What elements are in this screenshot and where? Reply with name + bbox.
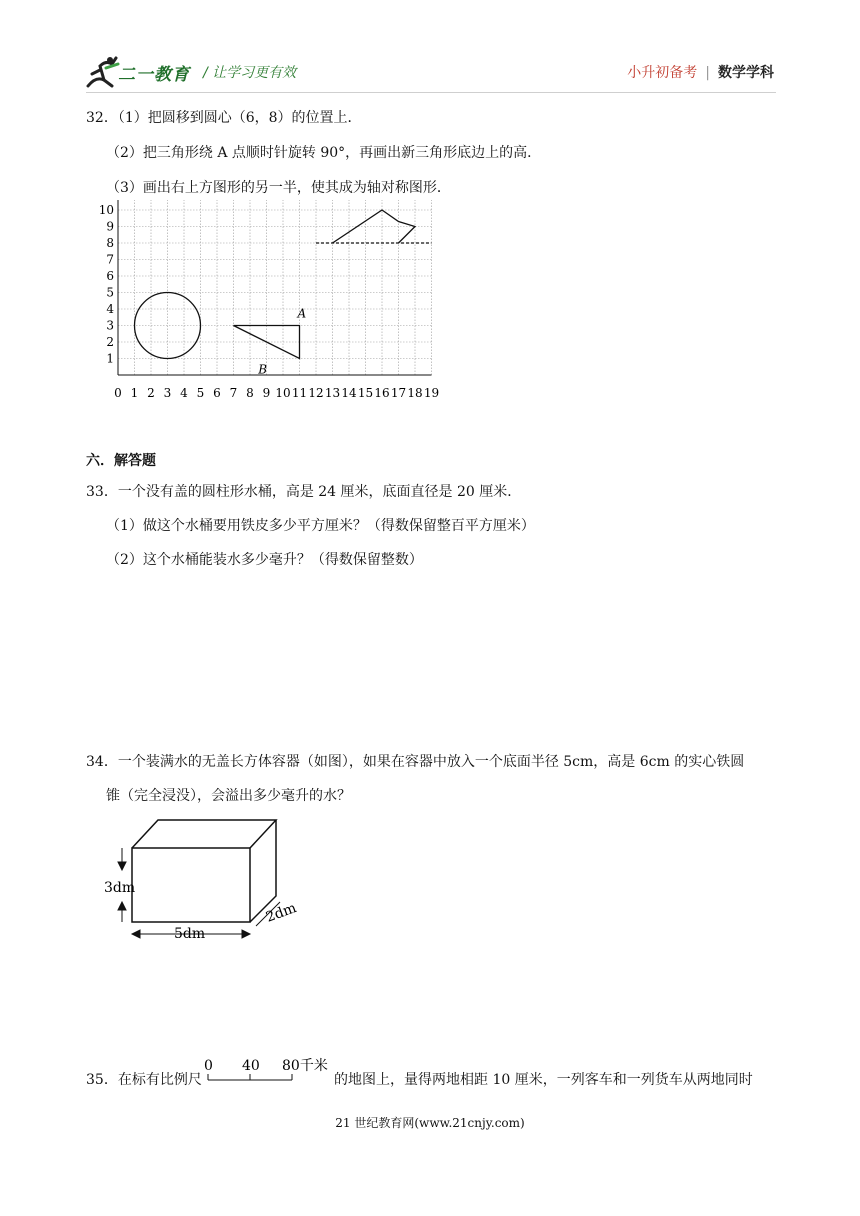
q33-line3: （2）这个水桶能装水多少毫升？（得数保留整数）	[106, 552, 423, 568]
q35-suffix: 的地图上，量得两地相距 10 厘米，一列客车和一列货车从两地同时	[334, 1072, 753, 1088]
point-label-a: A	[297, 306, 307, 321]
q32-line1: 32．（1）把圆移到圆心（6，8）的位置上．	[86, 110, 362, 126]
y-tick-label: 5	[106, 285, 114, 300]
y-tick-label: 4	[106, 302, 114, 316]
x-tick-label: 7	[229, 386, 238, 400]
coordinate-grid	[96, 200, 456, 410]
header-category: 小升初备考	[627, 65, 698, 81]
cuboid-figure	[96, 812, 316, 942]
q35-prefix: 35．在标有比例尺	[86, 1072, 202, 1088]
point-label-b: B	[258, 362, 268, 377]
y-tick-label: 9	[106, 219, 114, 234]
scale-tick-80: 80千米	[282, 1058, 328, 1074]
y-tick-label: 1	[106, 351, 114, 366]
q32-line3: （3）画出右上方图形的另一半，使其成为轴对称图形．	[106, 180, 451, 196]
section-title: 六．解答题	[86, 453, 156, 469]
cuboid-front-face	[132, 848, 250, 922]
scale-tick-0: 0	[204, 1058, 213, 1074]
x-tick-label: 9	[262, 386, 271, 400]
y-tick-label: 2	[106, 335, 114, 349]
x-tick-label: 12	[308, 386, 324, 400]
q32-line2: （2）把三角形绕 A 点顺时针旋转 90°，再画出新三角形底边上的高．	[106, 145, 542, 161]
x-tick-label: 10	[275, 386, 291, 400]
y-tick-label: 7	[106, 252, 114, 267]
scale-tick-40: 40	[242, 1058, 260, 1074]
q33-line2: （1）做这个水桶要用铁皮多少平方厘米？（得数保留整百平方厘米）	[106, 518, 535, 534]
header-separator: |	[705, 65, 710, 81]
x-tick-label: 17	[390, 386, 407, 400]
logo-text: 二一教育	[118, 65, 190, 85]
y-tick-label: 10	[98, 203, 114, 217]
header-slogan: / 让学习更有效	[203, 65, 297, 81]
x-tick-label: 6	[213, 386, 221, 400]
q34-line1: 34．一个装满水的无盖长方体容器（如图），如果在容器中放入一个底面半径 5cm，高是 6cm 的实心铁圆	[86, 754, 745, 770]
x-tick-label: 13	[324, 386, 341, 400]
header-divider	[86, 92, 776, 93]
header-subject: 数学学科	[718, 65, 774, 81]
width-label: 2dm	[263, 900, 299, 926]
x-tick-label: 15	[357, 386, 374, 400]
x-tick-label: 19	[423, 386, 440, 400]
x-tick-label: 5	[196, 386, 205, 400]
q33-line1: 33．一个没有盖的圆柱形水桶，高是 24 厘米，底面直径是 20 厘米．	[86, 484, 522, 500]
y-tick-label: 6	[106, 269, 114, 283]
x-tick-label: 18	[407, 386, 423, 400]
x-tick-label: 14	[341, 386, 357, 400]
y-tick-label: 3	[106, 318, 114, 333]
scale-bar	[200, 1052, 335, 1092]
x-tick-label: 4	[180, 386, 188, 400]
header-right	[627, 62, 774, 82]
x-tick-label: 0	[114, 386, 122, 400]
x-tick-label: 1	[130, 386, 139, 400]
height-label: 3dm	[104, 880, 136, 896]
q34-line2: 锥（完全浸没），会溢出多少毫升的水？	[106, 788, 351, 804]
x-tick-label: 11	[291, 386, 308, 400]
x-tick-label: 2	[147, 386, 155, 400]
length-label: 5dm	[174, 926, 206, 942]
cuboid-top-face	[132, 820, 276, 848]
x-tick-label: 8	[246, 386, 254, 400]
x-tick-label: 3	[163, 386, 172, 400]
y-tick-label	[99, 200, 114, 201]
x-tick-label: 16	[374, 386, 390, 400]
page-footer: 21 世纪教育网(www.21cnjy.com)	[335, 1116, 525, 1130]
y-tick-label: 8	[106, 236, 114, 250]
